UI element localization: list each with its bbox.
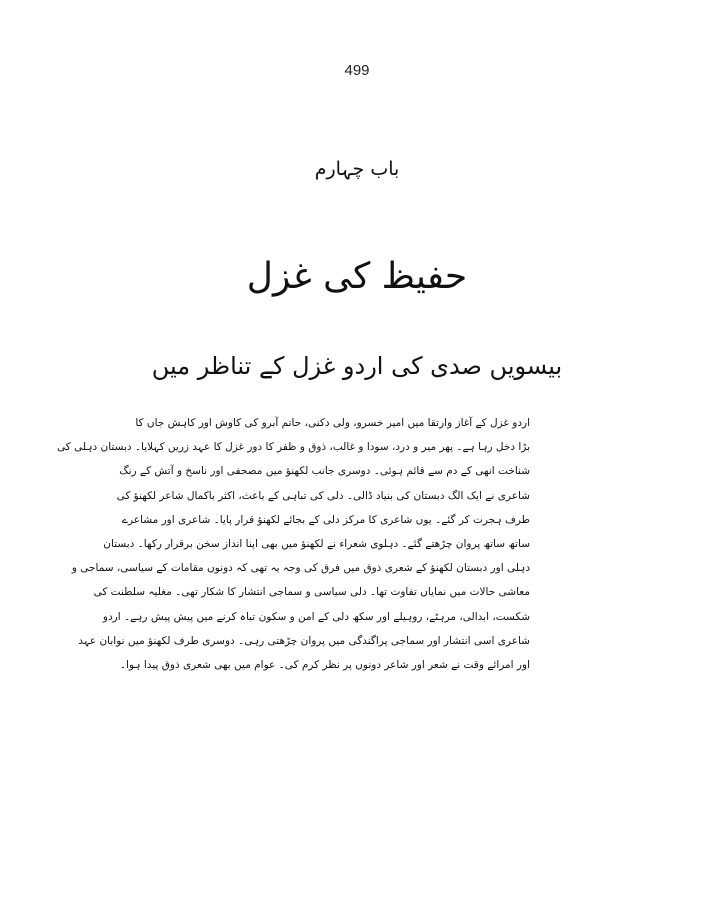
section-heading: بیسویں صدی کی اردو غزل کے تناظر میں (151, 352, 563, 380)
body-line: اور امرائے وقت نے شعر اور شاعر دونوں پر نظر کرم کی۔ عوام میں بھی شعری ذوق پیدا ہوا۔ (119, 658, 530, 671)
body-line: شاعری اسی انتشار اور سماجی پراگندگی میں پروان چڑھتی رہی۔ دوسری طرف لکھنؤ میں نوابان عہد (78, 634, 530, 647)
chapter-label: باب چہارم (314, 158, 400, 180)
body-line: شاعری نے ایک الگ دبستان کی بنیاد ڈالی۔ دلی کی تباہی کے باعث، اکثر باکمال شاعر لکھنؤ کی (116, 489, 530, 502)
page-number: 499 (344, 62, 370, 79)
body-line: شناخت انھی کے دم سے قائم ہوئی۔ دوسری جانب لکھنؤ میں مصحفی اور ناسخ و آتش کے رنگ (119, 465, 530, 478)
body-line: اردو غزل کے آغاز وارتقا میں امیر خسرو، ولی دکنی، حاتم آبرو کی کاوش اور کاہش جاں کا (135, 417, 530, 429)
body-line: دہلی اور دبستان لکھنؤ کے شعری ذوق میں فرق کی وجہ یہ تھی کہ دونوں مقامات کے سیاسی، سماجی و (71, 562, 530, 575)
body-paragraph (57, 411, 530, 677)
body-line: شکست، ابدالی، مرہٹے، روہیلے اور سکھ دلی کے امن و سکون تباہ کرنے میں پیش پیش رہے۔ اردو (102, 610, 530, 623)
body-line: ساتھ ساتھ پروان چڑھتے گئے۔ دہلوی شعراء نے لکھنؤ میں بھی اپنا انداز سخن برقرار رکھا۔ دبستان (103, 537, 530, 550)
body-line: معاشی حالات میں نمایاں تفاوت تھا۔ دلی سیاسی و سماجی انتشار کا شکار تھی۔ مغلیہ سلطنت کی (93, 586, 530, 599)
chapter-title: حفیظ کی غزل (246, 256, 468, 297)
body-line: طرف ہجرت کر گئے۔ یوں شاعری کا مرکز دلی کے بجائے لکھنؤ قرار پایا۔ شاعری اور مشاعرے (121, 513, 530, 526)
body-line: بڑا دخل رہا ہے۔ پھر میر و درد، سودا و غالب، ذوق و ظفر کا دور غزل کا عہد زریں کہلایا۔ دبستان دہلی کی (57, 441, 530, 454)
